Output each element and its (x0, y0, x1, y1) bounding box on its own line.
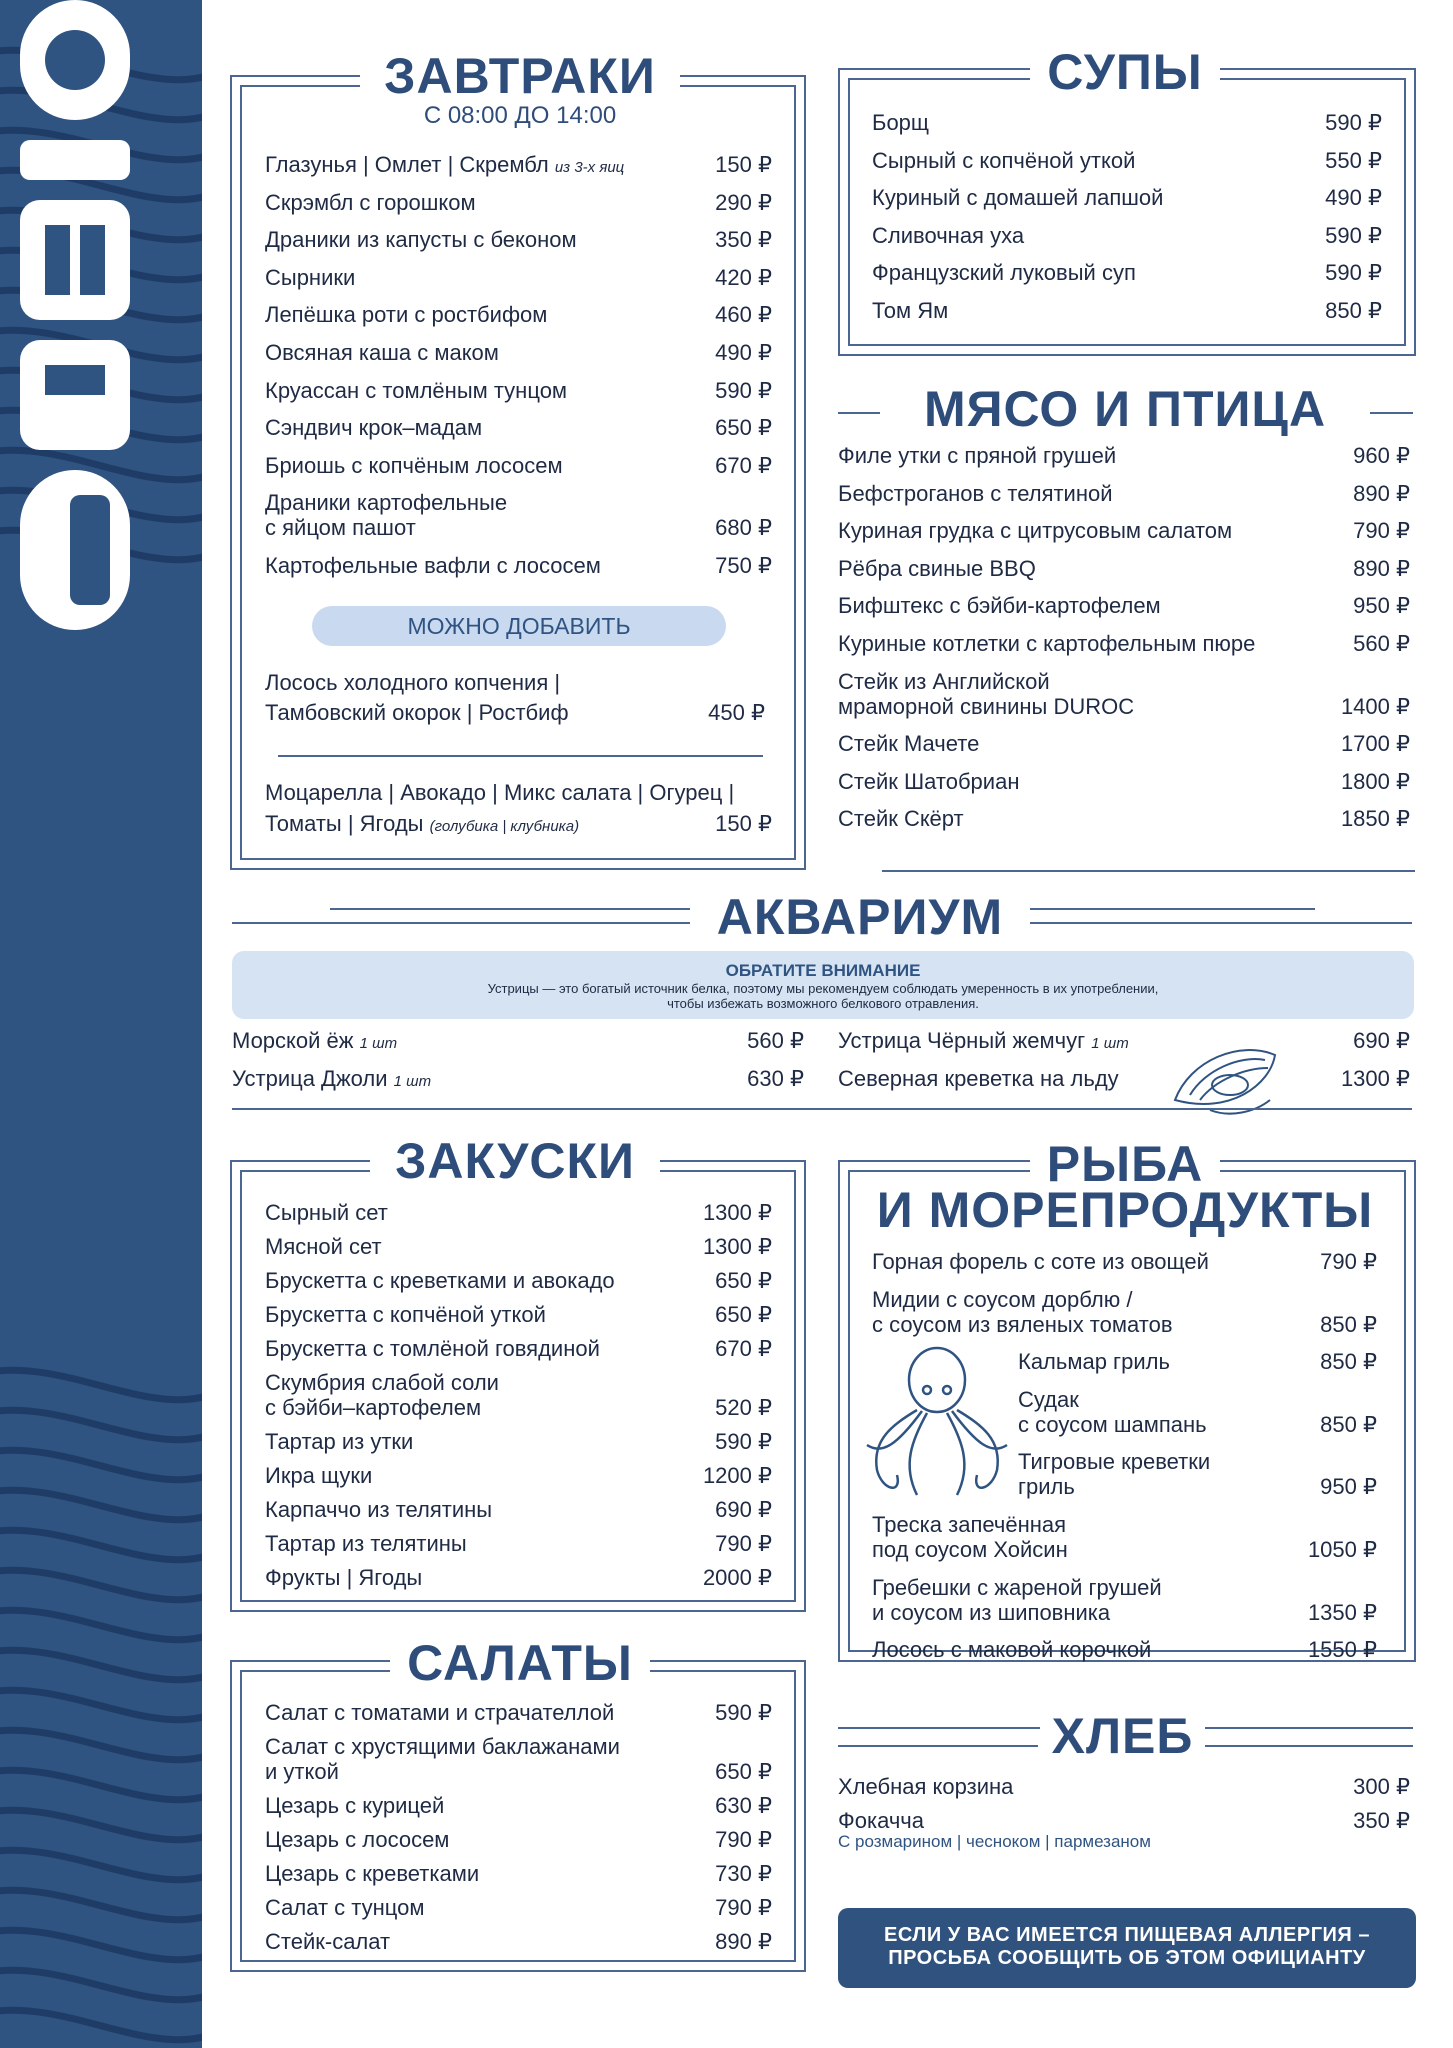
fish-item-name: Тигровые креветки (1018, 1449, 1211, 1475)
salad-item-price: 730 ₽ (715, 1861, 772, 1886)
soup-item-price: 850 ₽ (1325, 298, 1382, 323)
aquarium-left-item-price: 630 ₽ (747, 1065, 804, 1091)
soup-item-price: 550 ₽ (1325, 147, 1382, 173)
divider (278, 755, 763, 757)
breakfast-item-note: из 3-х яиц (554, 159, 625, 176)
addon-2-line2: Томаты | Ягоды (голубика | клубника) (265, 811, 580, 836)
oyster-notice (232, 951, 1414, 1019)
breakfast-item-name: Лепёшка роти с ростбифом (265, 302, 548, 328)
snacks-title: ЗАКУСКИ (370, 1130, 660, 1192)
snack-item-name-line2: с бэйби–картофелем (265, 1395, 482, 1420)
aquarium-right-item-name: Устрица Чёрный жемчуг 1 шт (838, 1028, 1129, 1053)
fish-item-name: Треска запечённая (872, 1512, 1067, 1537)
breakfast-title: ЗАВТРАКИ (360, 45, 680, 107)
fish-item-name-line2: с соусом из вяленых томатов (872, 1311, 1173, 1337)
breakfast-item-name: Сырники (265, 264, 356, 290)
aquarium-right-item-note: 1 шт (1091, 1035, 1129, 1052)
snack-item-name: Сырный сет (265, 1200, 388, 1225)
addon-2-line1: Моцарелла | Авокадо | Микс салата | Огурец | (265, 780, 735, 805)
aquarium-left-item-note: 1 шт (359, 1035, 398, 1052)
bread-item-name: Хлебная корзина (838, 1774, 1014, 1799)
salad-item-name: Салат с хрустящими баклажанами (265, 1734, 620, 1759)
salad-item-name: Цезарь с курицей (265, 1793, 445, 1818)
fish-item-name: Судак (1018, 1386, 1079, 1412)
bread-item-price: 300 ₽ (1353, 1774, 1410, 1799)
soup-item-price: 590 ₽ (1325, 110, 1382, 135)
snack-item-price: 650 ₽ (715, 1302, 772, 1327)
meat-item-price: 1850 ₽ (1340, 806, 1410, 832)
breakfast-item-name: Глазунья | Омлет | Скрембл из 3-х яиц (265, 152, 625, 177)
addon-2-price: 150 ₽ (715, 811, 772, 836)
add-ons-label: МОЖНО ДОБАВИТЬ (312, 606, 726, 646)
aquarium-title: АКВАРИУМ (690, 886, 1030, 948)
salad-item-name: Стейк-салат (265, 1929, 391, 1954)
notice-line-2: чтобы избежать возможного белкового отравления. (667, 996, 979, 1011)
fish-title-line1: РЫБА (1030, 1134, 1220, 1194)
meat-item-price: 1800 ₽ (1340, 768, 1410, 794)
breakfast-item-name: Бриошь с копчёным лососем (265, 452, 563, 478)
salad-item-price: 890 ₽ (715, 1929, 772, 1954)
meat-item-price: 890 ₽ (1353, 555, 1410, 581)
meat-item-price: 1700 ₽ (1340, 731, 1410, 757)
meat-item-name: Рёбра свиные BBQ (838, 555, 1036, 581)
fish-item-price: 850 ₽ (1320, 1311, 1377, 1337)
meat-item-name: Филе утки с пряной грушей (838, 443, 1117, 468)
breakfast-item-price: 420 ₽ (715, 264, 772, 290)
salads-title: САЛАТЫ (390, 1632, 650, 1694)
soup-item-price: 590 ₽ (1325, 222, 1382, 248)
aquarium-left-item-price: 560 ₽ (747, 1028, 804, 1053)
focaccia-options: С розмарином | чесноком | пармезаном (838, 1832, 1151, 1851)
meat-item-name: Бифштекс с бэйби-картофелем (838, 593, 1161, 619)
snack-item-name: Икра щуки (265, 1463, 373, 1488)
meat-item-name: Куриные котлетки с картофельным пюре (838, 631, 1256, 656)
aquarium-left-item-name: Устрица Джоли 1 шт (232, 1065, 432, 1091)
notice-line-1: Устрицы — это богатый источник белка, поэтому мы рекомендуем соблюдать умеренность в их употреблении, (487, 981, 1159, 996)
soup-item-price: 490 ₽ (1325, 185, 1382, 211)
soup-item-name: Французский луковый суп (872, 260, 1136, 286)
soup-item-name: Борщ (872, 110, 930, 135)
snack-item-name: Брускетта с томлёной говядиной (265, 1336, 600, 1361)
meat-item-price: 890 ₽ (1353, 480, 1410, 506)
fish-item-name: Гребешки с жареной грушей (872, 1574, 1162, 1600)
soup-item-name: Сырный с копчёной уткой (872, 147, 1136, 173)
meat-rule-bottom (882, 870, 1415, 872)
meat-item-price: 960 ₽ (1353, 443, 1410, 468)
soup-item-name: Куриный с домашей лапшой (872, 185, 1164, 211)
fish-item-price: 950 ₽ (1320, 1474, 1377, 1500)
snack-item-name: Брускетта с креветками и авокадо (265, 1268, 615, 1293)
snack-item-name: Тартар из телятины (265, 1531, 467, 1556)
allergy-banner (838, 1908, 1416, 1988)
snack-item-price: 1300 ₽ (702, 1234, 772, 1259)
snack-item-name: Мясной сет (265, 1234, 382, 1259)
fish-item-name: Лосось с маковой корочкой (872, 1637, 1152, 1663)
addon-1-line1: Лосось холодного копчения | (265, 670, 561, 695)
snack-item-price: 650 ₽ (715, 1268, 772, 1293)
salad-item-name: Цезарь с лососем (265, 1827, 450, 1852)
breakfast-item-name: Драники из капусты с беконом (265, 227, 577, 253)
allergy-line-1: ЕСЛИ У ВАС ИМЕЕТСЯ ПИЩЕВАЯ АЛЛЕРГИЯ – (884, 1924, 1370, 1946)
salad-item-name-line2: и уткой (265, 1759, 339, 1784)
meat-item-name: Стейк из Английской (838, 668, 1050, 694)
breakfast-item-price: 490 ₽ (715, 340, 772, 365)
meat-item-name: Стейк Мачете (838, 731, 980, 757)
brand-logo (0, 0, 140, 640)
snack-item-name: Тартар из утки (265, 1429, 414, 1454)
meat-title: МЯСО И ПТИЦА (880, 378, 1370, 440)
fish-item-name-line2: под соусом Хойсин (872, 1537, 1068, 1562)
fish-item-price: 850 ₽ (1320, 1411, 1377, 1437)
fish-item-price: 1050 ₽ (1307, 1537, 1377, 1562)
fish-item-name-line2: гриль (1018, 1474, 1075, 1500)
meat-item-name: Стейк Шатобриан (838, 768, 1020, 794)
meat-item-price: 790 ₽ (1353, 518, 1410, 544)
soup-item-name: Том Ям (872, 298, 949, 323)
octopus-illustration (862, 1345, 1012, 1505)
fish-item-name-line2: с соусом шампань (1018, 1411, 1207, 1437)
breakfast-item-name: Овсяная каша с маком (265, 340, 499, 365)
snack-item-price: 590 ₽ (715, 1429, 772, 1454)
meat-item-name: Куриная грудка с цитрусовым салатом (838, 518, 1233, 544)
bread-rule-3 (838, 1745, 1038, 1747)
breakfast-item-price: 680 ₽ (715, 515, 772, 541)
soup-item-price: 590 ₽ (1325, 260, 1382, 286)
bread-title: ХЛЕБ (1040, 1706, 1205, 1766)
salad-item-name: Цезарь с креветками (265, 1861, 480, 1886)
breakfast-item-name: Драники картофельные (265, 490, 508, 516)
salad-item-name: Салат с тунцом (265, 1895, 425, 1920)
fish-title-line2: И МОРЕПРОДУКТЫ (876, 1182, 1374, 1238)
fish-item-price: 850 ₽ (1320, 1349, 1377, 1375)
meat-item-price: 1400 ₽ (1340, 693, 1410, 719)
snack-item-price: 2000 ₽ (702, 1565, 772, 1590)
snack-item-name: Карпаччо из телятины (265, 1497, 493, 1522)
fish-item-name: Кальмар гриль (1018, 1349, 1170, 1375)
breakfast-hours: С 08:00 ДО 14:00 (423, 102, 617, 129)
salad-item-price: 590 ₽ (715, 1700, 772, 1725)
meat-item-name: Бефстроганов с телятиной (838, 480, 1113, 506)
meat-item-name: Стейк Скёрт (838, 806, 964, 832)
fish-item-name-line2: и соусом из шиповника (872, 1599, 1111, 1625)
snack-item-price: 670 ₽ (715, 1336, 772, 1361)
breakfast-item-price: 350 ₽ (715, 227, 772, 253)
breakfast-item-price: 590 ₽ (715, 377, 772, 403)
snack-item-price: 520 ₽ (715, 1395, 772, 1420)
salad-item-price: 790 ₽ (715, 1895, 772, 1920)
aquarium-right-item-name: Северная креветка на льду (838, 1065, 1119, 1091)
meat-item-price: 950 ₽ (1353, 593, 1410, 619)
allergy-line-2: ПРОСЬБА СООБЩИТЬ ОБ ЭТОМ ОФИЦИАНТУ (888, 1947, 1366, 1969)
snack-item-price: 1200 ₽ (702, 1463, 772, 1488)
snack-item-price: 1300 ₽ (702, 1200, 772, 1225)
breakfast-item-name: Сэндвич крок–мадам (265, 415, 483, 441)
snack-item-price: 690 ₽ (715, 1497, 772, 1522)
soups-title: СУПЫ (1030, 42, 1220, 102)
fish-item-name: Мидии с соусом дорблю / (872, 1286, 1133, 1312)
breakfast-item-price: 150 ₽ (715, 152, 772, 177)
aquarium-right-item-price: 690 ₽ (1353, 1028, 1410, 1053)
salad-item-name: Салат с томатами и страчателлой (265, 1700, 615, 1725)
snack-item-name: Брускетта с копчёной уткой (265, 1302, 546, 1327)
breakfast-item-price: 670 ₽ (715, 452, 772, 478)
fish-item-price: 790 ₽ (1320, 1249, 1377, 1274)
snack-item-name: Фрукты | Ягоды (265, 1565, 423, 1590)
addon-1-price: 450 ₽ (708, 700, 765, 725)
meat-item-name-line2: мраморной свинины DUROC (838, 693, 1135, 719)
fish-item-name: Горная форель с соте из овощей (872, 1249, 1209, 1274)
bread-item-name: Фокачча (838, 1808, 924, 1833)
breakfast-item-price: 460 ₽ (715, 302, 772, 328)
aquarium-left-item-name: Морской ёж 1 шт (232, 1028, 398, 1053)
salad-item-price: 650 ₽ (715, 1759, 772, 1784)
meat-item-price: 560 ₽ (1353, 631, 1410, 656)
breakfast-item-name: Скрэмбл с горошком (265, 189, 476, 215)
aquarium-right-item-price: 1300 ₽ (1340, 1065, 1410, 1091)
breakfast-item-price: 650 ₽ (715, 415, 772, 441)
salad-item-price: 790 ₽ (715, 1827, 772, 1852)
breakfast-item-name: Картофельные вафли с лососем (265, 553, 601, 578)
addon-1-line2: Тамбовский окорок | Ростбиф (265, 700, 569, 725)
breakfast-item-name: Круассан с томлёным тунцом (265, 377, 568, 403)
salad-item-price: 630 ₽ (715, 1793, 772, 1818)
fish-item-price: 1550 ₽ (1307, 1637, 1377, 1663)
breakfast-item-name-line2: с яйцом пашот (265, 515, 416, 541)
bread-item-price: 350 ₽ (1353, 1808, 1410, 1833)
breakfast-item-price: 290 ₽ (715, 189, 772, 215)
decorative-side-band (0, 0, 202, 2048)
aquarium-left-item-note: 1 шт (393, 1072, 432, 1090)
notice-title: ОБРАТИТЕ ВНИМАНИЕ (725, 961, 921, 980)
breakfast-item-price: 750 ₽ (715, 553, 772, 578)
aquarium-rule-bottom (232, 1108, 1412, 1110)
snack-item-name: Скумбрия слабой соли (265, 1370, 499, 1395)
fish-item-price: 1350 ₽ (1307, 1599, 1377, 1625)
soup-item-name: Сливочная уха (872, 222, 1025, 248)
bread-rule-2 (1205, 1745, 1413, 1747)
snack-item-price: 790 ₽ (715, 1531, 772, 1556)
